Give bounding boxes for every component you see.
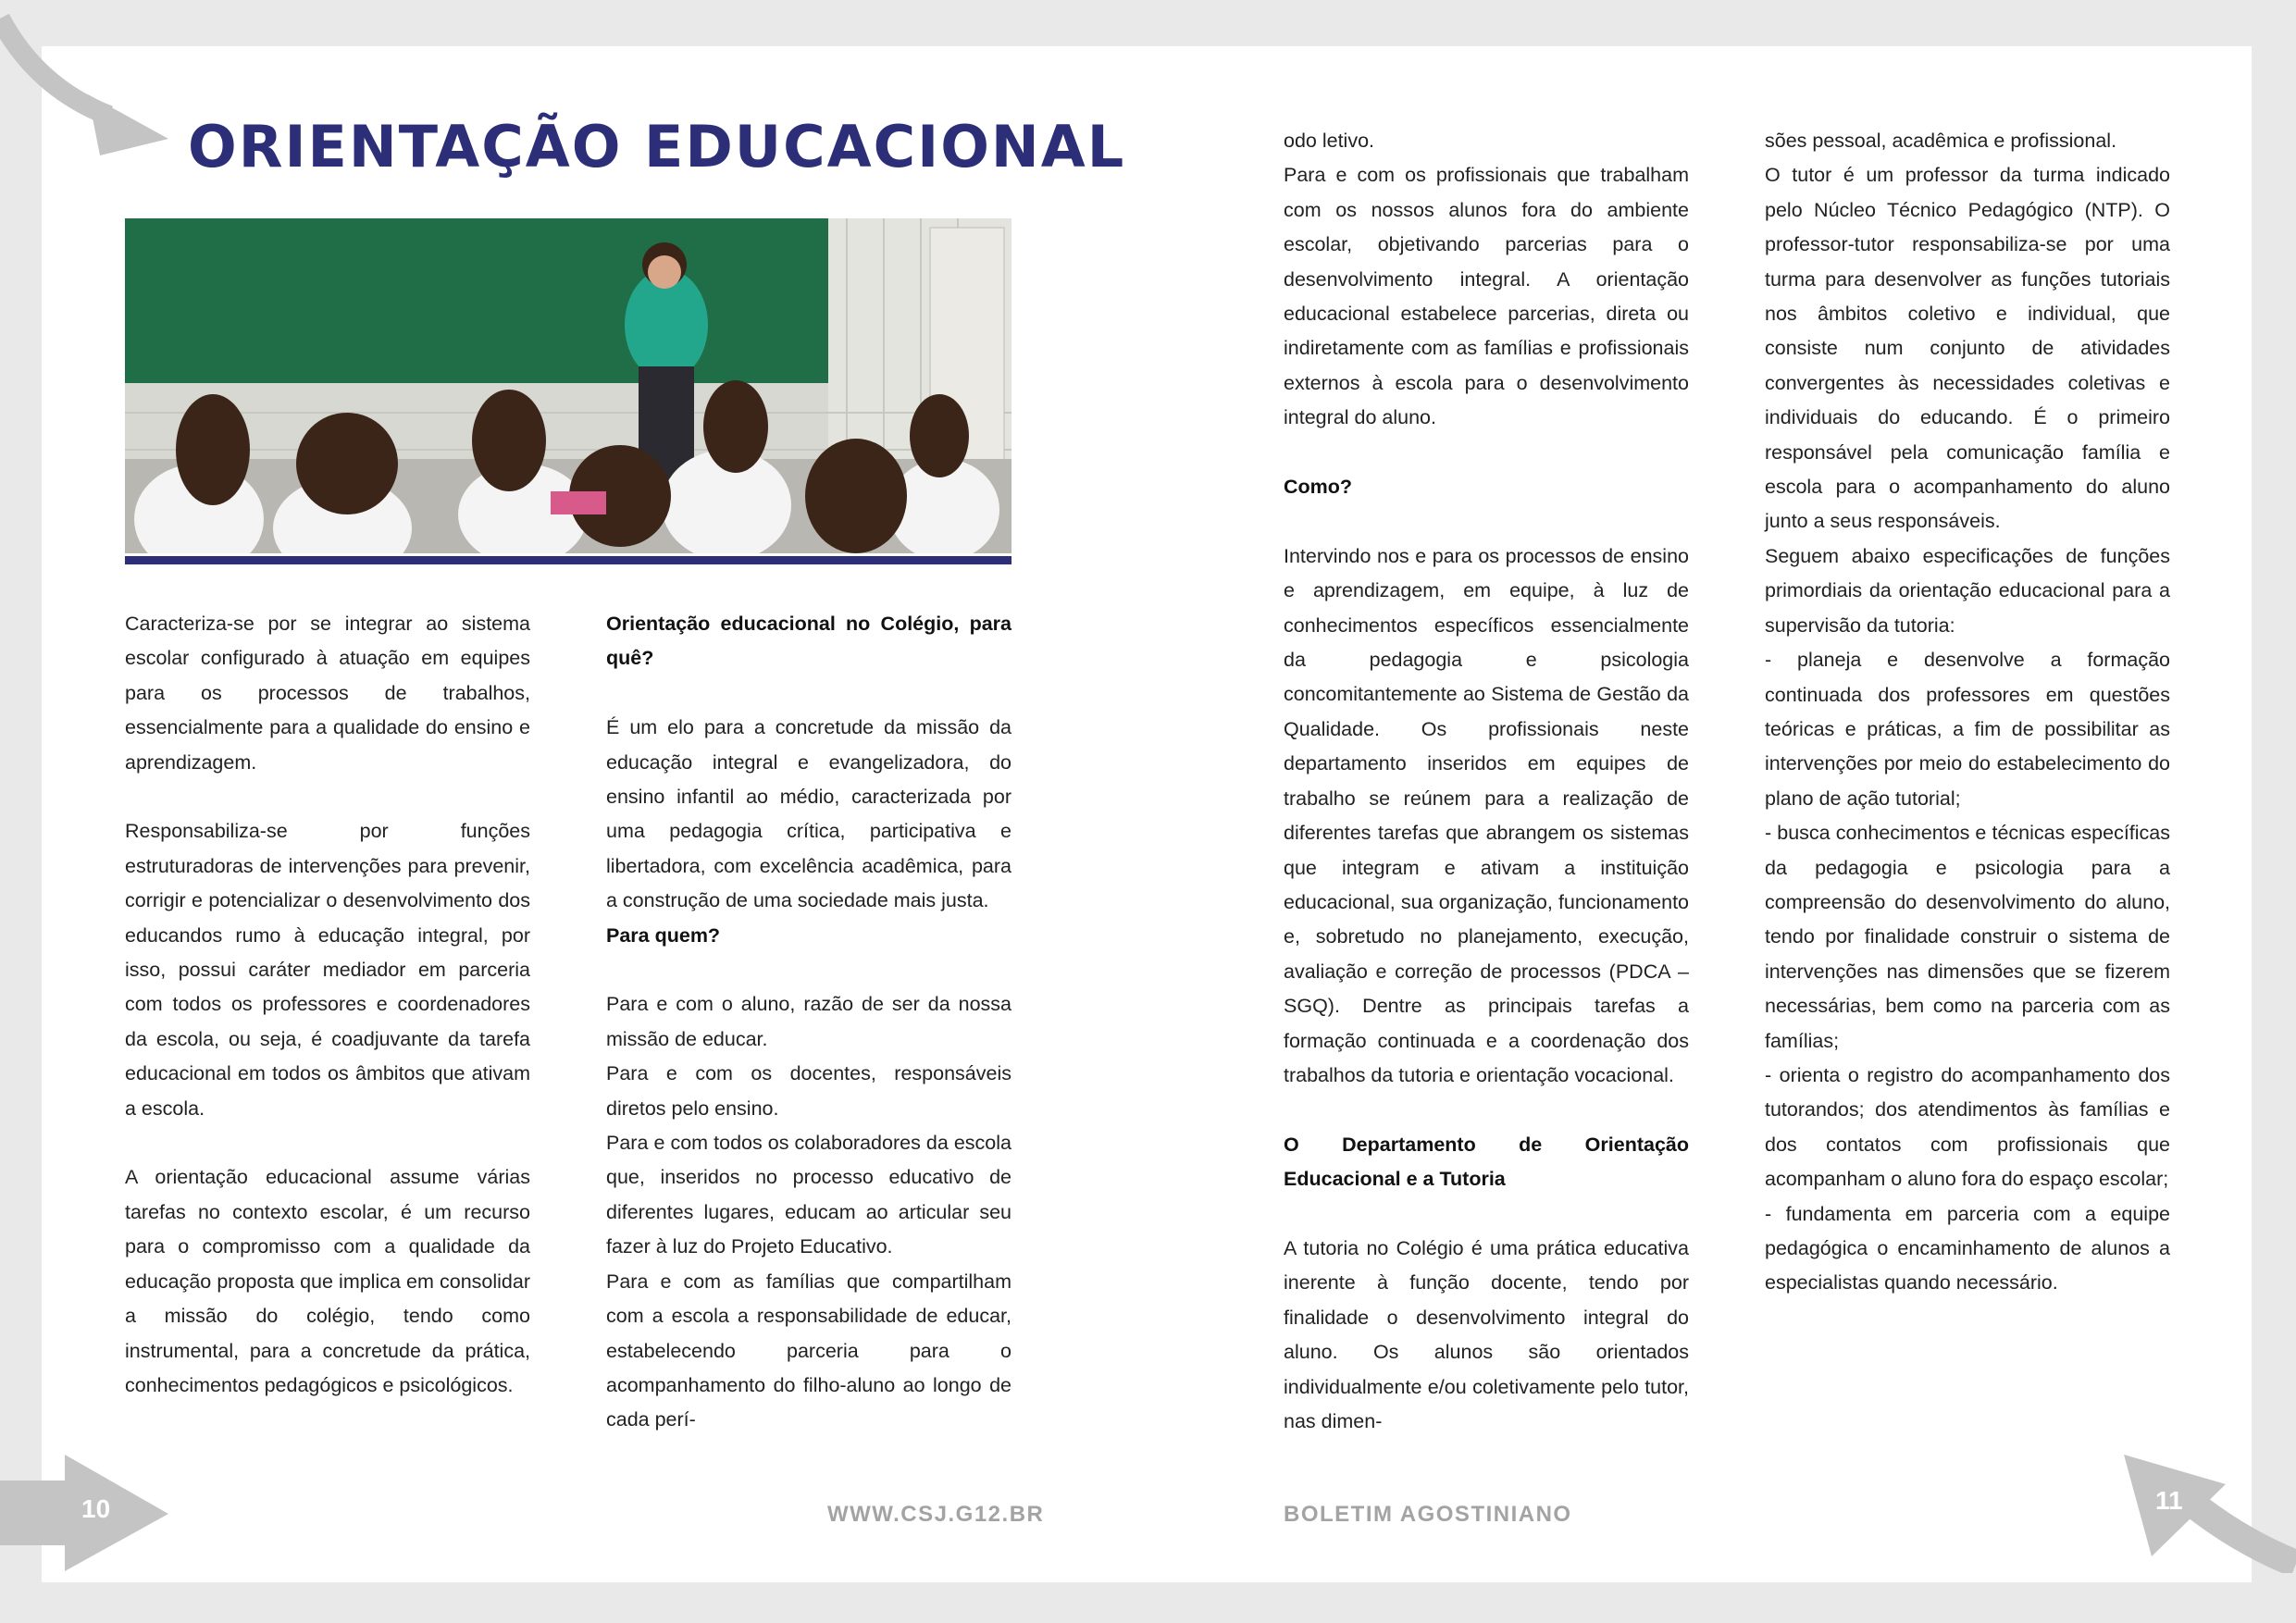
top-left-arrow-icon	[0, 0, 176, 162]
list-item: - fundamenta em parceria com a equipe pedagógica o encaminhamento de alunos a especialistas quando necessário.	[1765, 1202, 2170, 1295]
paragraph: Para e com as famílias que compartilham com a escola a responsabilidade de educar, estabelecendo parceria para o acompanhamento do filho-aluno ao longo de cada perí-	[606, 1270, 1011, 1431]
footer-publication: BOLETIM AGOSTINIANO	[1284, 1502, 1572, 1527]
column-4	[1765, 124, 2170, 1301]
section-heading: Orientação educacional no Colégio, para quê?	[606, 613, 1011, 670]
column-3	[1284, 124, 1689, 1439]
paragraph: A tutoria no Colégio é uma prática educativa inerente à função docente, tendo por finalidade o desenvolvimento integral do aluno. Os alunos são orientados individualmente e/ou coletivamente pelo tutor, nas dimen-	[1284, 1236, 1689, 1432]
paragraph: Para e com todos os colaboradores da escola que, inseridos no processo educativo de diferentes lugares, educam ao articular seu fazer à luz do Projeto Educativo.	[606, 1132, 1011, 1258]
footer-url[interactable]: WWW.CSJ.G12.BR	[827, 1502, 1045, 1527]
section-heading: O Departamento de Orientação Educacional e a Tutoria	[1284, 1133, 1689, 1191]
page-number-left: 10	[81, 1494, 111, 1523]
section-heading: Para quem?	[606, 923, 721, 947]
column-1	[125, 607, 530, 1403]
paragraph: Seguem abaixo especificações de funções primordiais da orientação educacional para a supervisão da tutoria:	[1765, 544, 2170, 637]
column-2	[606, 607, 1011, 1438]
paragraph: A orientação educacional assume várias tarefas no contexto escolar, é um recurso para o compromisso com a qualidade da educação proposta que implica em consolidar a missão do colégio, tendo como instrumental, para a concretude da prática, conhecimentos pedagógicos e psicológicos.	[125, 1166, 530, 1396]
paragraph: Caracteriza-se por se integrar ao sistema escolar configurado à atuação em equipes para os processos de trabalhos, essencialmente para a qualidade do ensino e aprendizagem.	[125, 613, 530, 774]
photo-divider	[125, 556, 1011, 564]
classroom-photo	[125, 218, 1011, 553]
list-item: - busca conhecimentos e técnicas específicas da pedagogia e psicologia para a compreensão do desenvolvimento do aluno, tendo por finalidade construir o sistema de intervenções nas dimensões que se fizerem necessárias, bem como na parceria com as famílias;	[1765, 822, 2170, 1052]
paragraph: Para e com os profissionais que trabalham com os nossos alunos fora do ambiente escolar, objetivando parcerias para o desenvolvimento integral. A orientação educacional estabelece parcerias, direta ou indiretamente com as famílias e profissionais externos à escola para o desenvolvimento integral do aluno.	[1284, 164, 1689, 429]
paragraph: Para e com os docentes, responsáveis diretos pelo ensino.	[606, 1062, 1011, 1120]
paragraph: É um elo para a concretude da missão da educação integral e evangelizadora, do ensino infantil ao médio, caracterizada por uma pedagogia crítica, participativa e libertadora, com excelência acadêmica, para a construção de uma sociedade mais justa.	[606, 716, 1011, 912]
paragraph: O tutor é um professor da turma indicado pelo Núcleo Técnico Pedagógico (NTP). O professor-tutor responsabiliza-se por uma turma para desenvolver as funções tutoriais nos âmbitos coletivo e individual, que consiste num conjunto de atividades convergentes às necessidades coletivas e individuais do educando. É o primeiro responsável pela comunicação família e escola para o acompanhamento do aluno junto a seus responsáveis.	[1765, 164, 2170, 533]
list-item: - orienta o registro do acompanhamento dos tutorandos; dos atendimentos às famílias e dos contatos com profissionais que acompanham o aluno fora do espaço escolar;	[1765, 1063, 2170, 1191]
bottom-right-arrow-icon	[2115, 1453, 2296, 1573]
paragraph: Intervindo nos e para os processos de ensino e aprendizagem, em equipe, à luz de conhecimentos específicos essencialmente da pedagogia e psicologia concomitantemente ao Sistema de Gestão da Qualidade. Os profissionais neste departamento inseridos em equipes de trabalho se reúnem para a realização de diferentes tarefas que abrangem os sistemas que integram e ativam a instituição educacional, sua organização, funcionamento e, sobretudo no planejamento, execução, avaliação e correção de processos (PDCA – SGQ). Dentre as principais tarefas a formação continuada e a coordenação dos trabalhos da tutoria e orientação vocacional.	[1284, 544, 1689, 1086]
paragraph: Para e com o aluno, razão de ser da nossa missão de educar.	[606, 993, 1011, 1050]
page-title: ORIENTAÇÃO EDUCACIONAL	[188, 113, 1126, 180]
paragraph: sões pessoal, acadêmica e profissional.	[1765, 130, 2117, 152]
paragraph: odo letivo.	[1284, 130, 1375, 152]
section-heading: Como?	[1284, 476, 1353, 499]
list-item: - planeja e desenvolve a formação continuada dos professores em questões teóricas e práticas, a fim de possibilitar as intervenções por meio do estabelecimento do plano de ação tutorial;	[1765, 649, 2170, 810]
page-number-right: 11	[2155, 1486, 2183, 1515]
paragraph: Responsabiliza-se por funções estruturadoras de intervenções para prevenir, corrigir e potencializar o desenvolvimento dos educandos rumo à educação integral, por isso, possui caráter mediador em parceria com todos os professores e coordenadores da escola, ou seja, é coadjuvante da tarefa educacional em todos os âmbitos que ativam a escola.	[125, 820, 530, 1120]
